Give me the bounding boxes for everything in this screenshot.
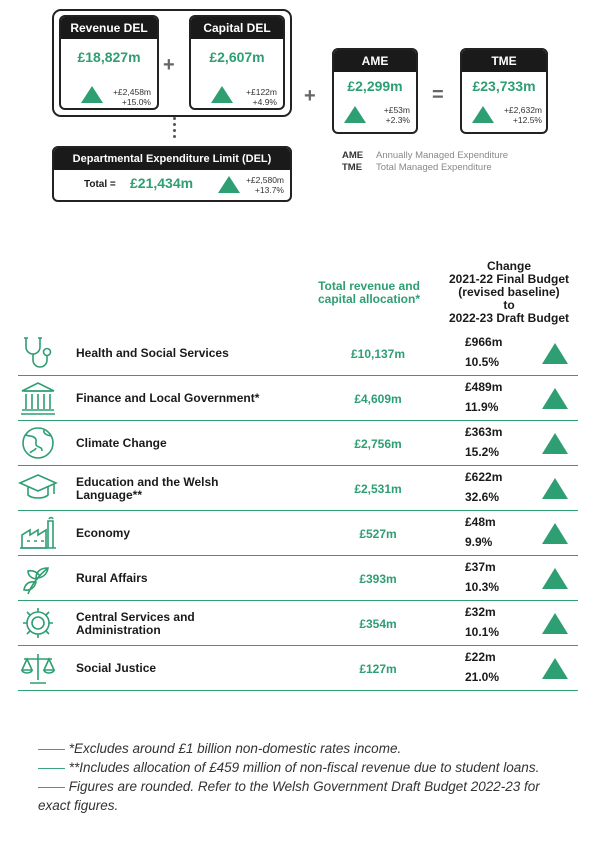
increase-triangle-icon (542, 478, 568, 499)
allocation-value: £127m (359, 662, 397, 676)
del-total-value: £21,434m (130, 175, 194, 191)
increase-triangle-icon (542, 343, 568, 364)
increase-triangle-icon (542, 523, 568, 544)
tme-card (460, 48, 548, 134)
change-percent: 10.3% (465, 580, 500, 594)
ame-card (332, 48, 418, 134)
tme-title: TME (462, 50, 546, 72)
column-header-change: Change 2021-22 Final Budget (revised baseline) to 2022-23 Draft Budget (448, 259, 570, 325)
increase-triangle-icon (218, 176, 240, 193)
footnote: —— Figures are rounded. Refer to the Welsh Government Draft Budget 2022-23 for exact figures. (38, 779, 540, 813)
change-percent: 32.6% (465, 490, 500, 504)
department-label: Central Services and Administration (76, 610, 195, 637)
column-header-allocation: Total revenue and capital allocation* (317, 279, 421, 306)
footnote: —— **Includes allocation of £459 million of non-fiscal revenue due to student loans. (38, 760, 540, 775)
stethoscope-icon (18, 335, 58, 371)
allocation-value: £2,756m (354, 437, 402, 451)
capital-del-card (189, 15, 285, 110)
table-row (18, 511, 578, 556)
increase-triangle-icon (211, 86, 233, 103)
ame-value: £2,299m (347, 78, 403, 94)
increase-triangle-icon (344, 106, 366, 123)
department-label: Education and the Welsh Language** (76, 475, 219, 502)
allocation-value: £10,137m (350, 347, 406, 361)
gear-icon (18, 605, 58, 641)
revenue-del-value: £18,827m (77, 49, 141, 65)
tme-change: +£2,632m +12.5% (503, 105, 542, 125)
plus-sign: + (304, 85, 316, 107)
change-amount: £37m (465, 560, 496, 574)
table-row (18, 331, 578, 376)
change-percent: 11.9% (465, 400, 499, 414)
ame-change: +£53m +2.3% (383, 105, 410, 125)
change-percent: 10.1% (465, 625, 500, 639)
increase-triangle-icon (542, 658, 568, 679)
change-amount: £622m (465, 470, 503, 484)
revenue-del-card (59, 15, 159, 110)
del-title: Departmental Expenditure Limit (DEL) (54, 148, 290, 170)
del-total-card (52, 146, 292, 202)
increase-triangle-icon (472, 106, 494, 123)
allocation-value: £4,609m (354, 392, 402, 406)
table-row (18, 556, 578, 601)
change-percent: 15.2% (465, 445, 500, 459)
change-amount: £966m (465, 335, 503, 349)
legend-ame: AME Annually Managed Expenditure (342, 150, 509, 161)
capital-del-change: +£122m +4.9% (246, 87, 277, 107)
table-row (18, 646, 578, 691)
del-total-label: Total = (84, 179, 116, 190)
graduation-cap-icon (18, 470, 58, 506)
capital-del-title: Capital DEL (191, 17, 283, 39)
bank-building-icon (18, 380, 58, 416)
revenue-del-title: Revenue DEL (61, 17, 157, 39)
legend-tme: TME Total Managed Expenditure (342, 162, 492, 173)
increase-triangle-icon (542, 388, 568, 409)
del-change: +£2,580m +13.7% (245, 175, 284, 195)
footnote: —— *Excludes around £1 billion non-domestic rates income. (38, 741, 402, 756)
change-amount: £32m (465, 605, 496, 619)
department-label: Rural Affairs (76, 571, 148, 585)
change-amount: £22m (465, 650, 496, 664)
change-amount: £489m (465, 380, 503, 394)
ame-title: AME (334, 50, 416, 72)
department-label: Climate Change (76, 436, 167, 450)
change-percent: 10.5% (465, 355, 500, 369)
department-label: Economy (76, 526, 131, 540)
revenue-del-change: +£2,458m +15.0% (112, 87, 151, 107)
dotted-connector (173, 117, 177, 141)
tme-value: £23,733m (472, 78, 536, 94)
increase-triangle-icon (542, 613, 568, 634)
capital-del-value: £2,607m (209, 49, 265, 65)
change-percent: 21.0% (465, 670, 500, 684)
department-label: Health and Social Services (76, 346, 229, 360)
change-amount: £363m (465, 425, 503, 439)
plant-leaves-icon (18, 560, 58, 596)
allocation-value: £527m (359, 527, 397, 541)
table-row (18, 601, 578, 646)
change-percent: 9.9% (465, 535, 493, 549)
table-row (18, 421, 578, 466)
change-amount: £48m (465, 515, 496, 529)
increase-triangle-icon (542, 433, 568, 454)
footnotes (38, 739, 558, 815)
allocation-value: £393m (359, 572, 397, 586)
table-row (18, 376, 578, 421)
increase-triangle-icon (81, 86, 103, 103)
factory-icon (18, 515, 58, 551)
scales-icon (18, 650, 58, 686)
globe-icon (18, 425, 58, 461)
allocation-value: £354m (359, 617, 397, 631)
department-label: Finance and Local Government* (76, 391, 260, 405)
plus-sign: + (163, 54, 175, 76)
increase-triangle-icon (542, 568, 568, 589)
equals-sign: = (432, 84, 444, 106)
department-label: Social Justice (76, 661, 157, 675)
allocation-value: £2,531m (354, 482, 402, 496)
table-row (18, 466, 578, 511)
